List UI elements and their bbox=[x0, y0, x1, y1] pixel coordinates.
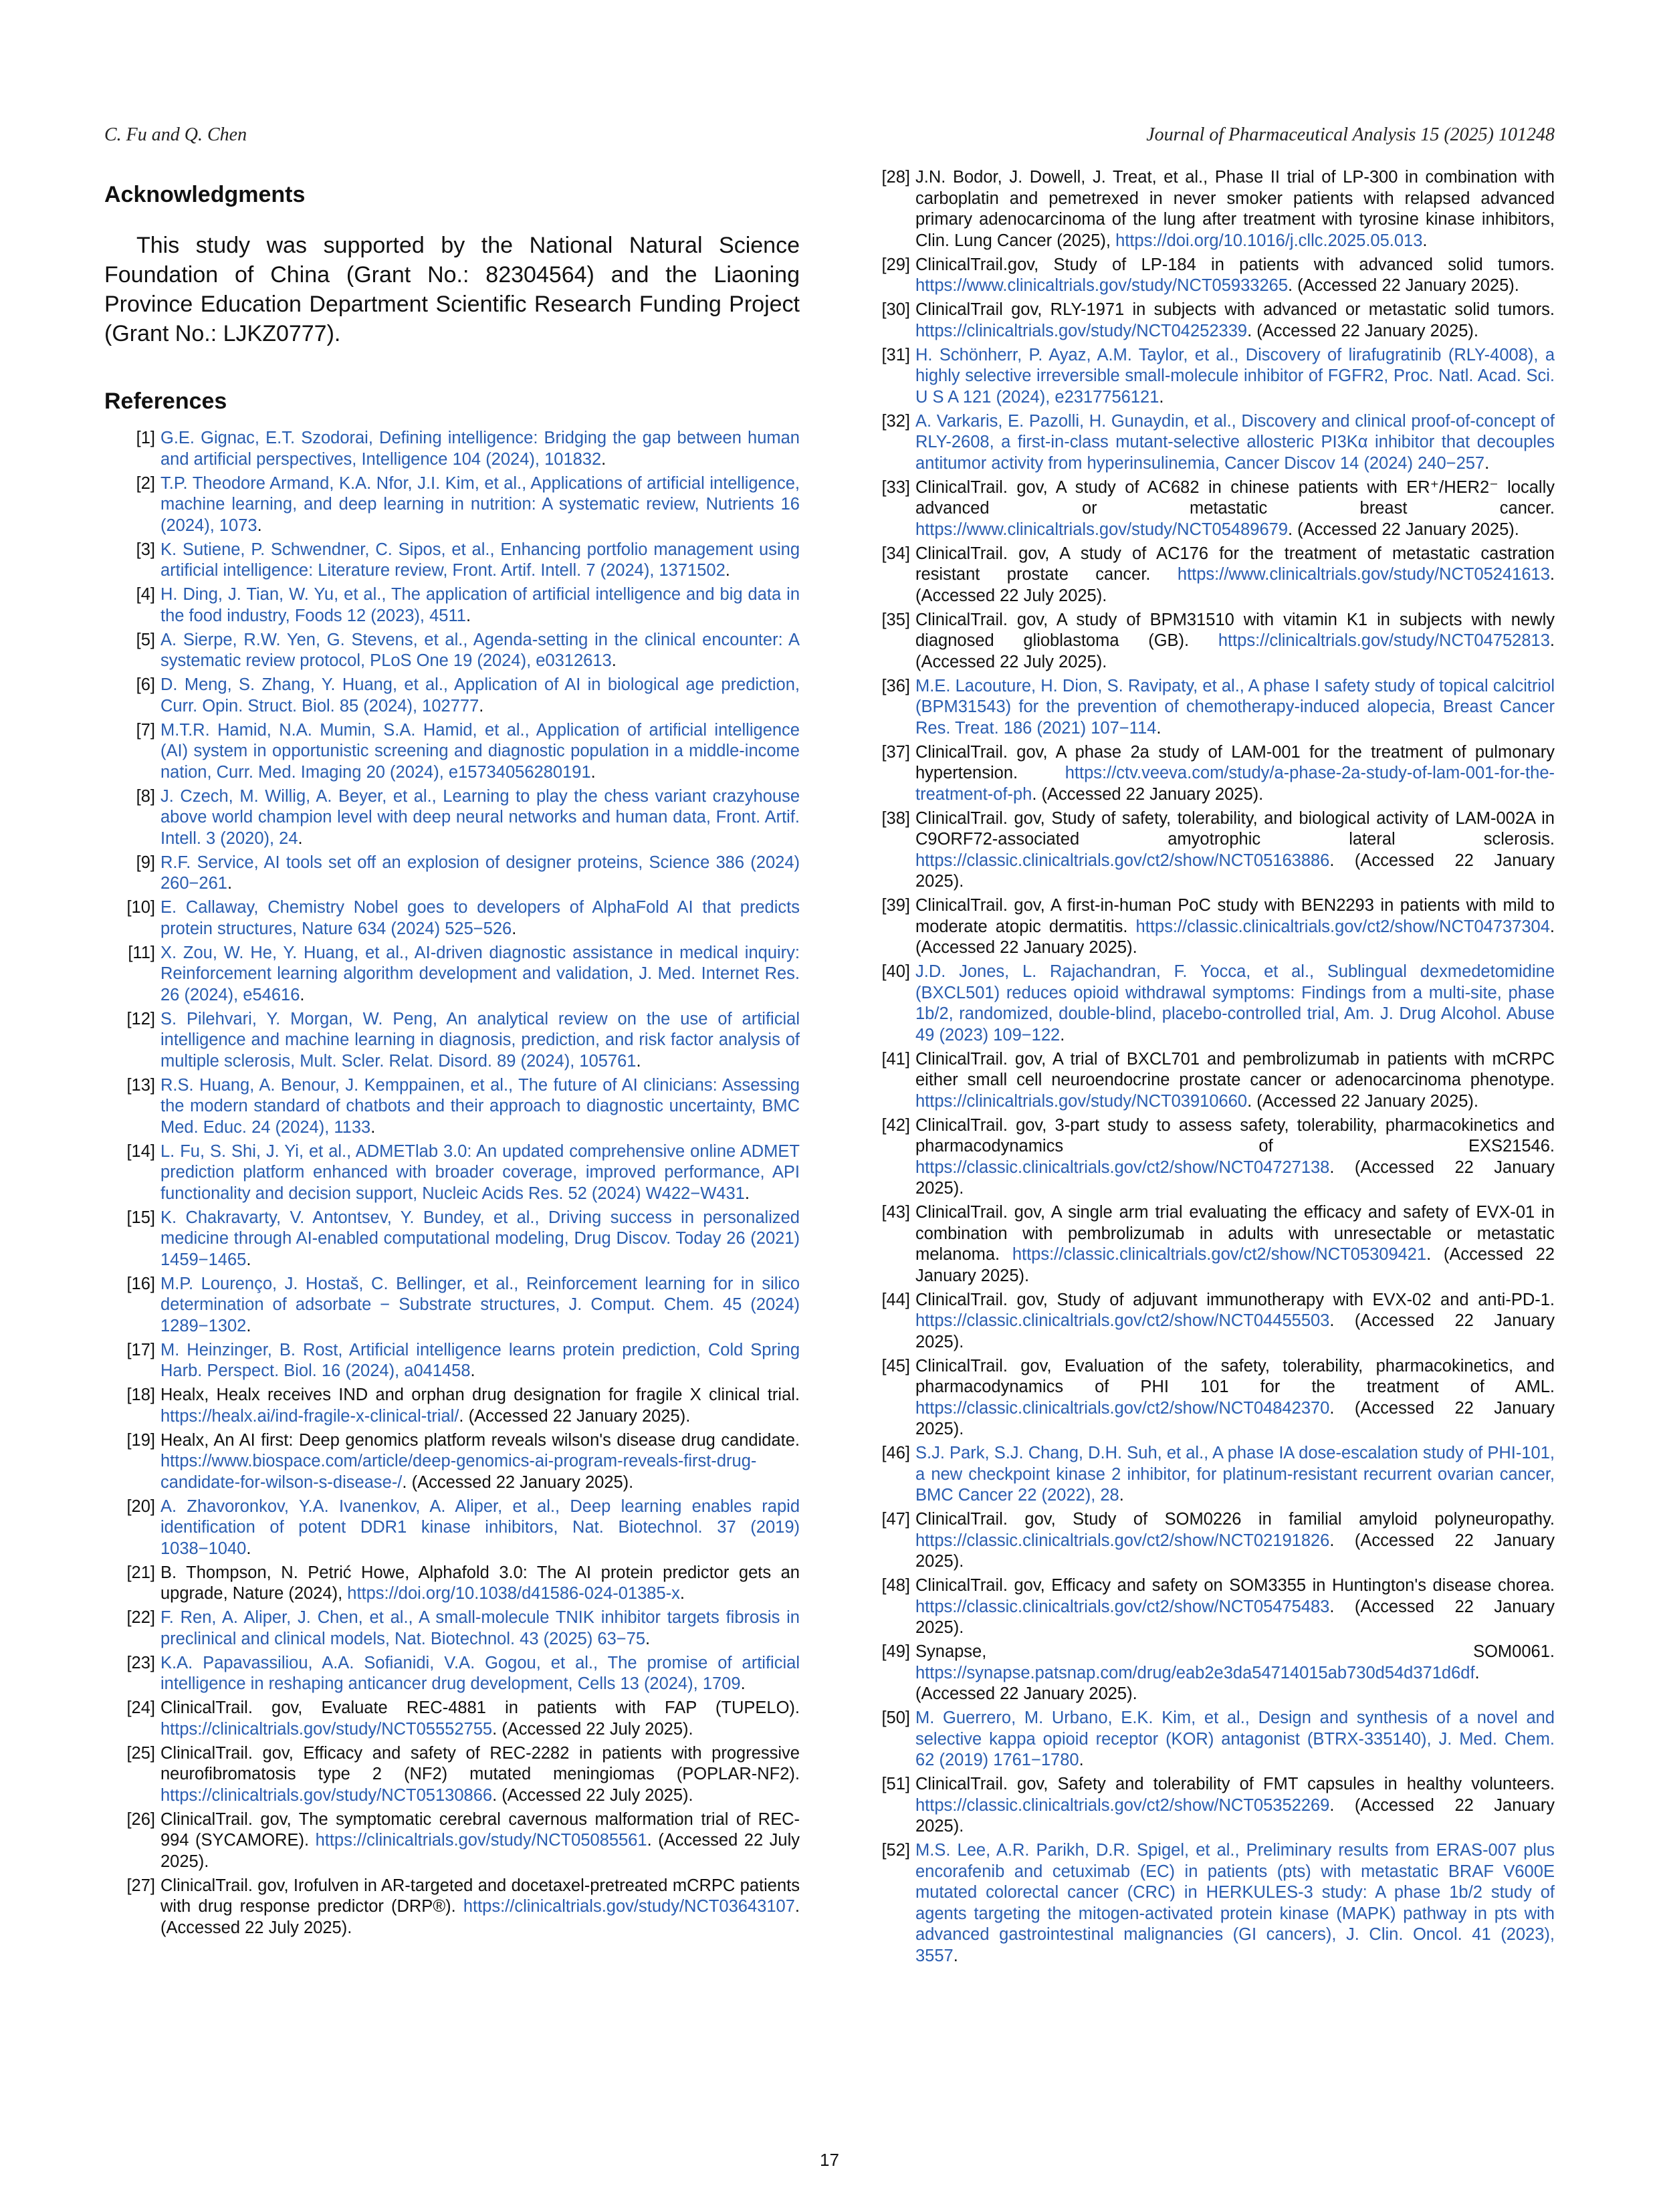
reference-link[interactable]: https://www.biospace.com/article/deep-genomics-ai-program-reveals-first-drug-candidate-for-wilson-s-disease-/ bbox=[160, 1452, 757, 1492]
references-heading: References bbox=[104, 389, 227, 414]
reference-number: [ 40 ] bbox=[875, 962, 910, 983]
reference-link[interactable]: S.J. Park, S.J. Chang, D.H. Suh, et al., A phase IA dose-escalation study of PHI-101, a new checkpoint kinase 2 inhibitor, for platinum-resistant recurrent ovarian cancer, BMC Cancer 22 (2022), 28 bbox=[915, 1444, 1555, 1505]
reference-number: [ 18 ] bbox=[120, 1385, 155, 1406]
reference-item bbox=[104, 473, 800, 537]
reference-link[interactable]: https://www.clinicaltrials.gov/study/NCT05241613 bbox=[1177, 565, 1550, 584]
reference-item bbox=[104, 1743, 800, 1807]
reference-link[interactable]: M.E. Lacouture, H. Dion, S. Ravipaty, et al., A phase I safety study of topical calcitriol (BPM31543) for the prevention of chemotherapy-induced alopecia, Breast Cancer Res. Treat. 186 (2021) 107−114 bbox=[915, 676, 1555, 738]
acknowledgments-text: This study was supported by the National Natural Science Foundation of China (Grant No.: 82304564) and the Liaoning Province Education Department Scientific Research Funding Project (Grant No.: LJKZ0777). bbox=[104, 233, 800, 346]
reference-link[interactable]: G.E. Gignac, E.T. Szodorai, Defining intelligence: Bridging the gap between human and artificial perspectives, Intelligence 104 (2024), 101832 bbox=[160, 429, 800, 469]
right-column bbox=[859, 167, 1555, 1970]
reference-link[interactable]: https://www.clinicaltrials.gov/study/NCT05489679 bbox=[915, 520, 1289, 539]
reference-suffix: . bbox=[1484, 453, 1490, 473]
reference-suffix: . (Accessed 22 January 2025). bbox=[915, 1398, 1555, 1438]
reference-item bbox=[859, 676, 1555, 740]
reference-number: [ 6 ] bbox=[120, 675, 155, 696]
reference-number: [ 5 ] bbox=[120, 630, 155, 651]
reference-number: [ 45 ] bbox=[875, 1356, 910, 1377]
reference-link[interactable]: H. Schönherr, P. Ayaz, A.M. Taylor, et al., Discovery of lirafugratinib (RLY-4008), a highly selective irreversible small-molecule inhibitor of FGFR2, Proc. Natl. Acad. Sci. U S A 121 (2024), e2317756121 bbox=[915, 345, 1555, 407]
reference-link[interactable]: https://ctv.veeva.com/study/a-phase-2a-study-of-lam-001-for-the-treatment-of-ph bbox=[915, 764, 1555, 804]
reference-number: [ 38 ] bbox=[875, 808, 910, 830]
reference-item bbox=[104, 1809, 800, 1873]
reference-number: [ 41 ] bbox=[875, 1049, 910, 1071]
reference-text: ClinicalTrail. gov, A study of AC682 in chinese patients with ER⁺/HER2⁻ locally advanced or metastatic breast cancer. bbox=[915, 477, 1555, 518]
reference-link[interactable]: E. Callaway, Chemistry Nobel goes to developers of AlphaFold AI that predicts protein structures, Nature 634 (2024) 525−526 bbox=[160, 898, 800, 938]
reference-item bbox=[104, 1075, 800, 1139]
reference-link[interactable]: H. Ding, J. Tian, W. Yu, et al., The application of artificial intelligence and big data in the food industry, Foods 12 (2023), 4511 bbox=[160, 585, 800, 625]
reference-text: ClinicalTrail. gov, Efficacy and safety of REC-2282 in patients with progressive neurofibromatosis type 2 (NF2) mutated meningiomas (POPLAR-NF2). bbox=[160, 1743, 800, 1783]
reference-suffix: . bbox=[645, 1629, 651, 1648]
reference-item bbox=[104, 1653, 800, 1695]
reference-suffix: . bbox=[1079, 1751, 1084, 1769]
reference-item bbox=[104, 540, 800, 582]
reference-item bbox=[104, 1430, 800, 1494]
reference-text: Healx, An AI first: Deep genomics platform reveals wilson's disease drug candidate. bbox=[160, 1430, 800, 1450]
reference-link[interactable]: J.D. Jones, L. Rajachandran, F. Yocca, et al., Sublingual dexmedetomidine (BXCL501) reduces opioid withdrawal symptoms: Findings from a multi-site, phase 1b/2, randomized, double-blind, placebo-controlled trial, Am. J. Drug Alcohol. Abuse 49 (2023) 109−122 bbox=[915, 962, 1555, 1044]
reference-number: [ 43 ] bbox=[875, 1202, 910, 1224]
reference-number: [ 23 ] bbox=[120, 1653, 155, 1674]
reference-number: [ 1 ] bbox=[120, 428, 155, 449]
reference-link[interactable]: https://classic.clinicaltrials.gov/ct2/show/NCT05475483 bbox=[915, 1597, 1330, 1616]
reference-item bbox=[859, 1443, 1555, 1507]
reference-link[interactable]: https://classic.clinicaltrials.gov/ct2/show/NCT04842370 bbox=[915, 1398, 1330, 1418]
reference-number: [ 46 ] bbox=[875, 1443, 910, 1464]
reference-number: [ 7 ] bbox=[120, 720, 155, 742]
reference-link[interactable]: L. Fu, S. Shi, J. Yi, et al., ADMETlab 3.0: An updated comprehensive online ADMET prediction platform enhanced with broader coverage, improved performance, API functionality and decision support, Nucleic Acids Res. 52 (2024) W422−W431 bbox=[160, 1141, 800, 1203]
reference-link[interactable]: https://clinicaltrials.gov/study/NCT05085561 bbox=[315, 1831, 647, 1850]
reference-text: ClinicalTrail. gov, Safety and tolerability of FMT capsules in healthy volunteers. bbox=[915, 1775, 1555, 1793]
reference-text: ClinicalTrail.gov, Study of LP-184 in patients with advanced solid tumors. bbox=[915, 255, 1555, 274]
reference-text: ClinicalTrail. gov, Study of safety, tolerability, and biological activity of LAM-002A in C9ORF72-associated amyotrophic lateral sclerosis. bbox=[915, 808, 1555, 849]
reference-number: [ 22 ] bbox=[120, 1608, 155, 1629]
reference-item bbox=[859, 411, 1555, 475]
reference-number: [ 39 ] bbox=[875, 895, 910, 917]
reference-suffix: . bbox=[246, 1316, 251, 1335]
reference-number: [ 33 ] bbox=[875, 477, 910, 499]
reference-number: [ 48 ] bbox=[875, 1575, 910, 1597]
reference-item bbox=[104, 630, 800, 672]
reference-text: ClinicalTrail. gov, A study of BPM31510 with vitamin K1 in subjects with newly diagnosed glioblastoma (GB). bbox=[915, 610, 1555, 650]
reference-text: ClinicalTrail. gov, Irofulven in AR-targeted and docetaxel-pretreated mCRPC patients with drug response predictor (DRP®). bbox=[160, 1876, 800, 1916]
reference-item bbox=[859, 300, 1555, 342]
reference-suffix: . bbox=[636, 1051, 641, 1071]
reference-number: [ 37 ] bbox=[875, 742, 910, 764]
reference-suffix: . (Accessed 22 January 2025). bbox=[915, 917, 1555, 957]
reference-link[interactable]: https://clinicaltrials.gov/study/NCT03910660 bbox=[915, 1091, 1248, 1111]
reference-text: ClinicalTrail. gov, A first-in-human PoC study with BEN2293 in patients with mild to moderate atopic dermatitis. bbox=[915, 896, 1555, 936]
reference-link[interactable]: https://doi.org/10.1038/d41586-024-01385-x bbox=[347, 1584, 680, 1603]
reference-link[interactable]: J. Czech, M. Willig, A. Beyer, et al., Learning to play the chess variant crazyhouse above world champion level with deep neural networks and human data, Front. Artif. Intell. 3 (2020), 24 bbox=[160, 786, 800, 848]
reference-item bbox=[859, 895, 1555, 959]
reference-suffix: . (Accessed 22 July 2025). bbox=[492, 1785, 693, 1805]
reference-text: ClinicalTrail. gov, Study of adjuvant immunotherapy with EVX-02 and anti-PD-1. bbox=[915, 1290, 1555, 1309]
reference-link[interactable]: A. Sierpe, R.W. Yen, G. Stevens, et al., Agenda-setting in the clinical encounter: A systematic review protocol, PLoS One 19 (2024), e0312613 bbox=[160, 630, 800, 670]
reference-suffix: . (Accessed 22 January 2025). bbox=[1247, 321, 1478, 340]
reference-list-right bbox=[859, 167, 1555, 1967]
reference-link[interactable]: https://classic.clinicaltrials.gov/ct2/show/NCT05352269 bbox=[915, 1795, 1330, 1815]
reference-text: ClinicalTrail. gov, 3-part study to assess safety, tolerability, pharmacokinetics and pharmacodynamics of EXS21546. bbox=[915, 1115, 1555, 1155]
reference-item bbox=[104, 1274, 800, 1337]
reference-number: [ 29 ] bbox=[875, 255, 910, 276]
reference-number: [ 14 ] bbox=[120, 1141, 155, 1163]
reference-link[interactable]: https://classic.clinicaltrials.gov/ct2/show/NCT04737304 bbox=[1135, 917, 1550, 936]
reference-text: ClinicalTrail. gov, The symptomatic cerebral cavernous malformation trial of REC-994 (SYCAMORE). bbox=[160, 1809, 800, 1850]
reference-suffix: . bbox=[227, 874, 233, 893]
reference-suffix: . bbox=[512, 919, 517, 938]
reference-number: [ 9 ] bbox=[120, 853, 155, 874]
reference-suffix: . (Accessed 22 January 2025). bbox=[915, 1597, 1555, 1637]
reference-link[interactable]: https://classic.clinicaltrials.gov/ct2/show/NCT04727138 bbox=[915, 1157, 1330, 1177]
reference-number: [ 24 ] bbox=[120, 1698, 155, 1719]
reference-link[interactable]: D. Meng, S. Zhang, Y. Huang, et al., Application of AI in biological age prediction, Curr. Opin. Struct. Biol. 85 (2024), 102777 bbox=[160, 675, 800, 715]
reference-link[interactable]: F. Ren, A. Aliper, J. Chen, et al., A small-molecule TNIK inhibitor targets fibrosis in preclinical and clinical models, Nat. Biotechnol. 43 (2025) 63−75 bbox=[160, 1608, 800, 1648]
reference-item bbox=[859, 1575, 1555, 1639]
reference-item bbox=[104, 1698, 800, 1740]
reference-link[interactable]: https://clinicaltrials.gov/study/NCT04752813 bbox=[1218, 631, 1550, 650]
reference-item bbox=[859, 962, 1555, 1046]
reference-item bbox=[104, 1141, 800, 1205]
reference-number: [ 32 ] bbox=[875, 411, 910, 433]
reference-item bbox=[104, 675, 800, 717]
reference-item bbox=[104, 943, 800, 1006]
reference-number: [ 15 ] bbox=[120, 1208, 155, 1229]
reference-suffix: . (Accessed 22 January 2025). bbox=[1247, 1091, 1478, 1111]
reference-item bbox=[104, 1563, 800, 1605]
reference-text: Healx, Healx receives IND and orphan drug designation for fragile X clinical trial. bbox=[160, 1386, 800, 1404]
reference-link[interactable]: https://synapse.patsnap.com/drug/eab2e3da54714015ab730d54d371d6df bbox=[915, 1663, 1475, 1682]
reference-suffix: . bbox=[246, 1250, 251, 1269]
reference-suffix: . bbox=[740, 1674, 746, 1693]
page-number: 17 bbox=[820, 2150, 839, 2170]
reference-number: [ 30 ] bbox=[875, 300, 910, 321]
reference-suffix: . bbox=[479, 696, 484, 715]
reference-number: [ 17 ] bbox=[120, 1340, 155, 1361]
reference-number: [ 31 ] bbox=[875, 345, 910, 366]
reference-suffix: . (Accessed 22 July 2025). bbox=[915, 565, 1555, 605]
reference-number: [ 26 ] bbox=[120, 1809, 155, 1831]
reference-number: [ 35 ] bbox=[875, 610, 910, 631]
reference-item bbox=[859, 255, 1555, 297]
reference-number: [ 19 ] bbox=[120, 1430, 155, 1452]
reference-text: ClinicalTrail. gov, A trial of BXCL701 and pembrolizumab in patients with mCRPC either small cell neuroendocrine prostate cancer or adenocarcinoma phenotype. bbox=[915, 1049, 1555, 1089]
reference-item bbox=[859, 1290, 1555, 1353]
reference-suffix: . bbox=[953, 1946, 958, 1965]
reference-link[interactable]: M. Guerrero, M. Urbano, E.K. Kim, et al., Design and synthesis of a novel and selective kappa opioid receptor (KOR) antagonist (BTRX-335140), J. Med. Chem. 62 (2019) 1761−1780 bbox=[915, 1708, 1555, 1769]
reference-suffix: . bbox=[611, 651, 617, 670]
reference-link[interactable]: https://classic.clinicaltrials.gov/ct2/show/NCT05163886 bbox=[915, 851, 1330, 870]
reference-text: ClinicalTrail. gov, Study of SOM0226 in familial amyloid polyneuropathy. bbox=[915, 1510, 1555, 1529]
reference-link[interactable]: https://clinicaltrials.gov/study/NCT05130866 bbox=[160, 1785, 493, 1805]
reference-suffix: . bbox=[370, 1117, 376, 1137]
reference-suffix: . bbox=[257, 516, 262, 535]
reference-suffix: . (Accessed 22 January 2025). bbox=[915, 1795, 1555, 1836]
reference-link[interactable]: M.P. Lourenço, J. Hostaš, C. Bellinger, et al., Reinforcement learning for in silico determination of adsorbate − Substrate structures, J. Comput. Chem. 45 (2024) 1289−1302 bbox=[160, 1274, 800, 1335]
reference-text: ClinicalTrail. gov, A phase 2a study of LAM-001 for the treatment of pulmonary hypertension. bbox=[915, 742, 1555, 782]
reference-text: ClinicalTrail. gov, A single arm trial evaluating the efficacy and safety of EVX-01 in combination with pembrolizumab in adults with unresectable or metastatic melanoma. bbox=[915, 1203, 1555, 1264]
reference-suffix: . bbox=[246, 1539, 251, 1558]
reference-number: [ 27 ] bbox=[120, 1876, 155, 1897]
reference-link[interactable]: M. Heinzinger, B. Rost, Artificial intelligence learns protein prediction, Cold Spring Harb. Perspect. Biol. 16 (2024), a041458 bbox=[160, 1340, 800, 1380]
acknowledgments-heading: Acknowledgments bbox=[104, 182, 306, 207]
reference-suffix: . bbox=[725, 561, 730, 580]
reference-link[interactable]: K.A. Papavassiliou, A.A. Sofianidi, V.A. Gogou, et al., The promise of artificial intelligence in reshaping anticancer drug development, Cells 13 (2024), 1709 bbox=[160, 1653, 800, 1693]
reference-number: [ 34 ] bbox=[875, 544, 910, 565]
reference-number: [ 4 ] bbox=[120, 584, 155, 606]
reference-item bbox=[104, 428, 800, 470]
reference-link[interactable]: K. Sutiene, P. Schwendner, C. Sipos, et al., Enhancing portfolio management using artificial intelligence: Literature review, Front. Artif. Intell. 7 (2024), 1371502 bbox=[160, 540, 800, 580]
reference-suffix: . (Accessed 22 January 2025). bbox=[915, 1663, 1480, 1703]
reference-item bbox=[104, 1876, 800, 1939]
reference-suffix: . bbox=[470, 1361, 475, 1380]
reference-item bbox=[104, 1009, 800, 1073]
reference-item bbox=[859, 1774, 1555, 1838]
reference-number: [ 21 ] bbox=[120, 1563, 155, 1584]
reference-suffix: . (Accessed 22 July 2025). bbox=[492, 1719, 693, 1739]
reference-suffix: . (Accessed 22 January 2025). bbox=[1288, 276, 1519, 295]
reference-item bbox=[859, 1356, 1555, 1440]
reference-item bbox=[104, 786, 800, 850]
reference-suffix: . bbox=[1159, 387, 1164, 407]
reference-number: [ 10 ] bbox=[120, 897, 155, 919]
reference-link[interactable]: A. Varkaris, E. Pazolli, H. Gunaydin, et al., Discovery and clinical proof-of-concept of RLY-2608, a first-in-class mutant-selective allosteric PI3Kα inhibitor that decouples antitumor activity from hyperinsulinemia, Cancer Discov 14 (2024) 240−257 bbox=[915, 411, 1555, 473]
reference-link[interactable]: A. Zhavoronkov, Y.A. Ivanenkov, A. Aliper, et al., Deep learning enables rapid identification of potent DDR1 kinase inhibitors, Nat. Biotechnol. 37 (2019) 1038−1040 bbox=[160, 1497, 800, 1558]
reference-suffix: . (Accessed 22 January 2025). bbox=[1288, 520, 1519, 539]
reference-item bbox=[104, 1608, 800, 1650]
reference-text: ClinicalTrail. gov, Evaluation of the safety, tolerability, pharmacokinetics, and pharmacodynamics of PHI 101 for the treatment of AML. bbox=[915, 1356, 1555, 1396]
reference-suffix: . (Accessed 22 January 2025). bbox=[915, 851, 1555, 891]
reference-text: ClinicalTrail. gov, Efficacy and safety on SOM3355 in Huntington's disease chorea. bbox=[915, 1576, 1555, 1595]
reference-number: [ 11 ] bbox=[120, 943, 155, 964]
reference-link[interactable]: https://classic.clinicaltrials.gov/ct2/show/NCT04455503 bbox=[915, 1311, 1330, 1330]
reference-number: [ 51 ] bbox=[875, 1774, 910, 1795]
reference-number: [ 47 ] bbox=[875, 1509, 910, 1531]
reference-number: [ 52 ] bbox=[875, 1840, 910, 1862]
reference-item bbox=[859, 742, 1555, 806]
reference-text: ClinicalTrail gov, RLY-1971 in subjects with advanced or metastatic solid tumors. bbox=[915, 300, 1555, 319]
running-header-authors: C. Fu and Q. Chen bbox=[104, 124, 247, 145]
reference-link[interactable]: R.F. Service, AI tools set off an explosion of designer proteins, Science 386 (2024) 260−261 bbox=[160, 853, 800, 893]
reference-link[interactable]: R.S. Huang, A. Benour, J. Kemppainen, et al., The future of AI clinicians: Assessing the modern standard of chatbots and their approach to diagnostic uncertainty, BMC Med. Educ. 24 (2024), 1133 bbox=[160, 1075, 800, 1137]
reference-suffix: . bbox=[298, 828, 303, 848]
reference-number: [ 20 ] bbox=[120, 1497, 155, 1518]
reference-item bbox=[104, 853, 800, 895]
reference-number: [ 42 ] bbox=[875, 1115, 910, 1137]
reference-number: [ 2 ] bbox=[120, 473, 155, 495]
reference-link[interactable]: https://clinicaltrials.gov/study/NCT04252339 bbox=[915, 321, 1248, 340]
reference-suffix: . bbox=[744, 1184, 750, 1203]
reference-link[interactable]: https://classic.clinicaltrials.gov/ct2/show/NCT02191826 bbox=[915, 1531, 1330, 1550]
reference-number: [ 8 ] bbox=[120, 786, 155, 808]
reference-suffix: . bbox=[1156, 718, 1162, 738]
reference-item bbox=[859, 477, 1555, 541]
reference-number: [ 16 ] bbox=[120, 1274, 155, 1295]
reference-item bbox=[859, 808, 1555, 893]
reference-link[interactable]: https://www.clinicaltrials.gov/study/NCT05933265 bbox=[915, 276, 1289, 295]
reference-suffix: . bbox=[465, 606, 471, 625]
reference-text: J.N. Bodor, J. Dowell, J. Treat, et al., Phase II trial of LP-300 in combination with carboplatin and pemetrexed in never smoker patients with relapsed advanced primary adenocarcinoma of the lung after treatment with tyrosine kinase inhibitors, Clin. Lung Cancer (2025), bbox=[915, 168, 1555, 250]
reference-item bbox=[104, 897, 800, 939]
reference-suffix: . bbox=[601, 449, 606, 469]
reference-link[interactable]: T.P. Theodore Armand, K.A. Nfor, J.I. Kim, et al., Applications of artificial intelligence, machine learning, and deep learning in nutrition: A systematic review, Nutrients 16 (2024), 1073 bbox=[160, 473, 800, 535]
reference-item bbox=[104, 720, 800, 784]
reference-text: B. Thompson, N. Petrić Howe, Alphafold 3.0: The AI protein predictor gets an upgrade, Nature (2024), bbox=[160, 1563, 800, 1603]
reference-item bbox=[859, 1708, 1555, 1771]
reference-item bbox=[104, 1497, 800, 1560]
left-column bbox=[104, 167, 800, 1942]
reference-suffix: . bbox=[679, 1584, 685, 1603]
reference-link[interactable]: https://clinicaltrials.gov/study/NCT03643107 bbox=[463, 1897, 795, 1916]
reference-suffix: . bbox=[1060, 1025, 1065, 1044]
reference-number: [ 3 ] bbox=[120, 540, 155, 561]
reference-number: [ 28 ] bbox=[875, 167, 910, 189]
reference-item bbox=[859, 1509, 1555, 1573]
reference-item bbox=[859, 544, 1555, 607]
reference-item bbox=[859, 1642, 1555, 1705]
reference-item bbox=[859, 1115, 1555, 1200]
reference-number: [ 25 ] bbox=[120, 1743, 155, 1765]
reference-suffix: . bbox=[1422, 231, 1428, 250]
reference-suffix: . (Accessed 22 January 2025). bbox=[915, 1311, 1555, 1351]
reference-link[interactable]: X. Zou, W. He, Y. Huang, et al., AI-driven diagnostic assistance in medical inquiry: Reinforcement learning algorithm development and validation, J. Med. Internet Res. 26 (2024), e54616 bbox=[160, 943, 800, 1004]
reference-text: ClinicalTrail. gov, Evaluate REC-4881 in patients with FAP (TUPELO). bbox=[160, 1698, 800, 1717]
reference-suffix: . bbox=[1119, 1486, 1124, 1505]
running-header-journal: Journal of Pharmaceutical Analysis 15 (2025) 101248 bbox=[1146, 124, 1555, 145]
reference-suffix: . bbox=[590, 762, 596, 782]
reference-suffix: . (Accessed 22 January 2025). bbox=[459, 1406, 691, 1426]
reference-number: [ 12 ] bbox=[120, 1009, 155, 1030]
reference-number: [ 44 ] bbox=[875, 1290, 910, 1311]
reference-item bbox=[859, 610, 1555, 673]
reference-suffix: . (Accessed 22 January 2025). bbox=[915, 1157, 1555, 1198]
reference-suffix: . (Accessed 22 July 2025). bbox=[160, 1897, 800, 1937]
reference-number: [ 49 ] bbox=[875, 1642, 910, 1663]
reference-list-left bbox=[104, 428, 800, 1939]
reference-text: ClinicalTrail. gov, A study of AC176 for the treatment of metastatic castration resistant prostate cancer. bbox=[915, 544, 1555, 584]
reference-link[interactable]: https://healx.ai/ind-fragile-x-clinical-trial/ bbox=[160, 1406, 459, 1426]
reference-item bbox=[859, 345, 1555, 409]
reference-link[interactable]: https://classic.clinicaltrials.gov/ct2/show/NCT05309421 bbox=[1012, 1245, 1427, 1264]
reference-link[interactable]: M.T.R. Hamid, N.A. Mumin, S.A. Hamid, et al., Application of artificial intelligence (AI) system in opportunistic screening and diagnostic population in a middle-income nation, Curr. Med. Imaging 20 (2024), e15734056280191 bbox=[160, 720, 800, 782]
reference-item bbox=[104, 584, 800, 627]
reference-suffix: . bbox=[300, 985, 305, 1004]
reference-item bbox=[859, 1840, 1555, 1967]
reference-suffix: . (Accessed 22 January 2025). bbox=[915, 1245, 1555, 1285]
reference-suffix: . (Accessed 22 January 2025). bbox=[1032, 784, 1264, 804]
reference-suffix: . (Accessed 22 July 2025). bbox=[915, 631, 1555, 671]
reference-link[interactable]: K. Chakravarty, V. Antontsev, Y. Bundey, et al., Driving success in personalized medicine through AI-enabled computational modeling, Drug Discov. Today 26 (2021) 1459−1465 bbox=[160, 1208, 800, 1269]
reference-item bbox=[104, 1385, 800, 1427]
reference-suffix: . (Accessed 22 January 2025). bbox=[402, 1472, 634, 1492]
reference-item bbox=[859, 1202, 1555, 1287]
reference-link[interactable]: M.S. Lee, A.R. Parikh, D.R. Spigel, et al., Preliminary results from ERAS-007 plus encorafenib and cetuximab (EC) in patients (pts) with metastatic BRAF V600E mutated colorectal cancer (CRC) in HERKULES-3 study: A phase 1b/2 study of agents targeting the mitogen-activated protein kinase (MAPK) pathway in pts with advanced gastrointestinal malignancies (GI cancers), J. Clin. Oncol. 41 (2023), 3557 bbox=[915, 1841, 1555, 1965]
reference-link[interactable]: https://doi.org/10.1016/j.cllc.2025.05.013 bbox=[1115, 231, 1423, 250]
reference-number: [ 13 ] bbox=[120, 1075, 155, 1097]
reference-link[interactable]: S. Pilehvari, Y. Morgan, W. Peng, An analytical review on the use of artificial intelligence and machine learning in diagnosis, prediction, and risk factor analysis of multiple sclerosis, Mult. Scler. Relat. Disord. 89 (2024), 105761 bbox=[160, 1009, 800, 1071]
reference-suffix: . (Accessed 22 July 2025). bbox=[160, 1831, 800, 1871]
reference-suffix: . (Accessed 22 January 2025). bbox=[915, 1531, 1555, 1571]
reference-item bbox=[104, 1208, 800, 1271]
reference-number: [ 50 ] bbox=[875, 1708, 910, 1729]
reference-number: [ 36 ] bbox=[875, 676, 910, 697]
reference-item bbox=[859, 1049, 1555, 1113]
reference-item bbox=[104, 1340, 800, 1382]
reference-link[interactable]: https://clinicaltrials.gov/study/NCT05552755 bbox=[160, 1719, 493, 1739]
reference-item bbox=[859, 167, 1555, 251]
reference-text: Synapse, SOM0061. bbox=[915, 1642, 1555, 1661]
